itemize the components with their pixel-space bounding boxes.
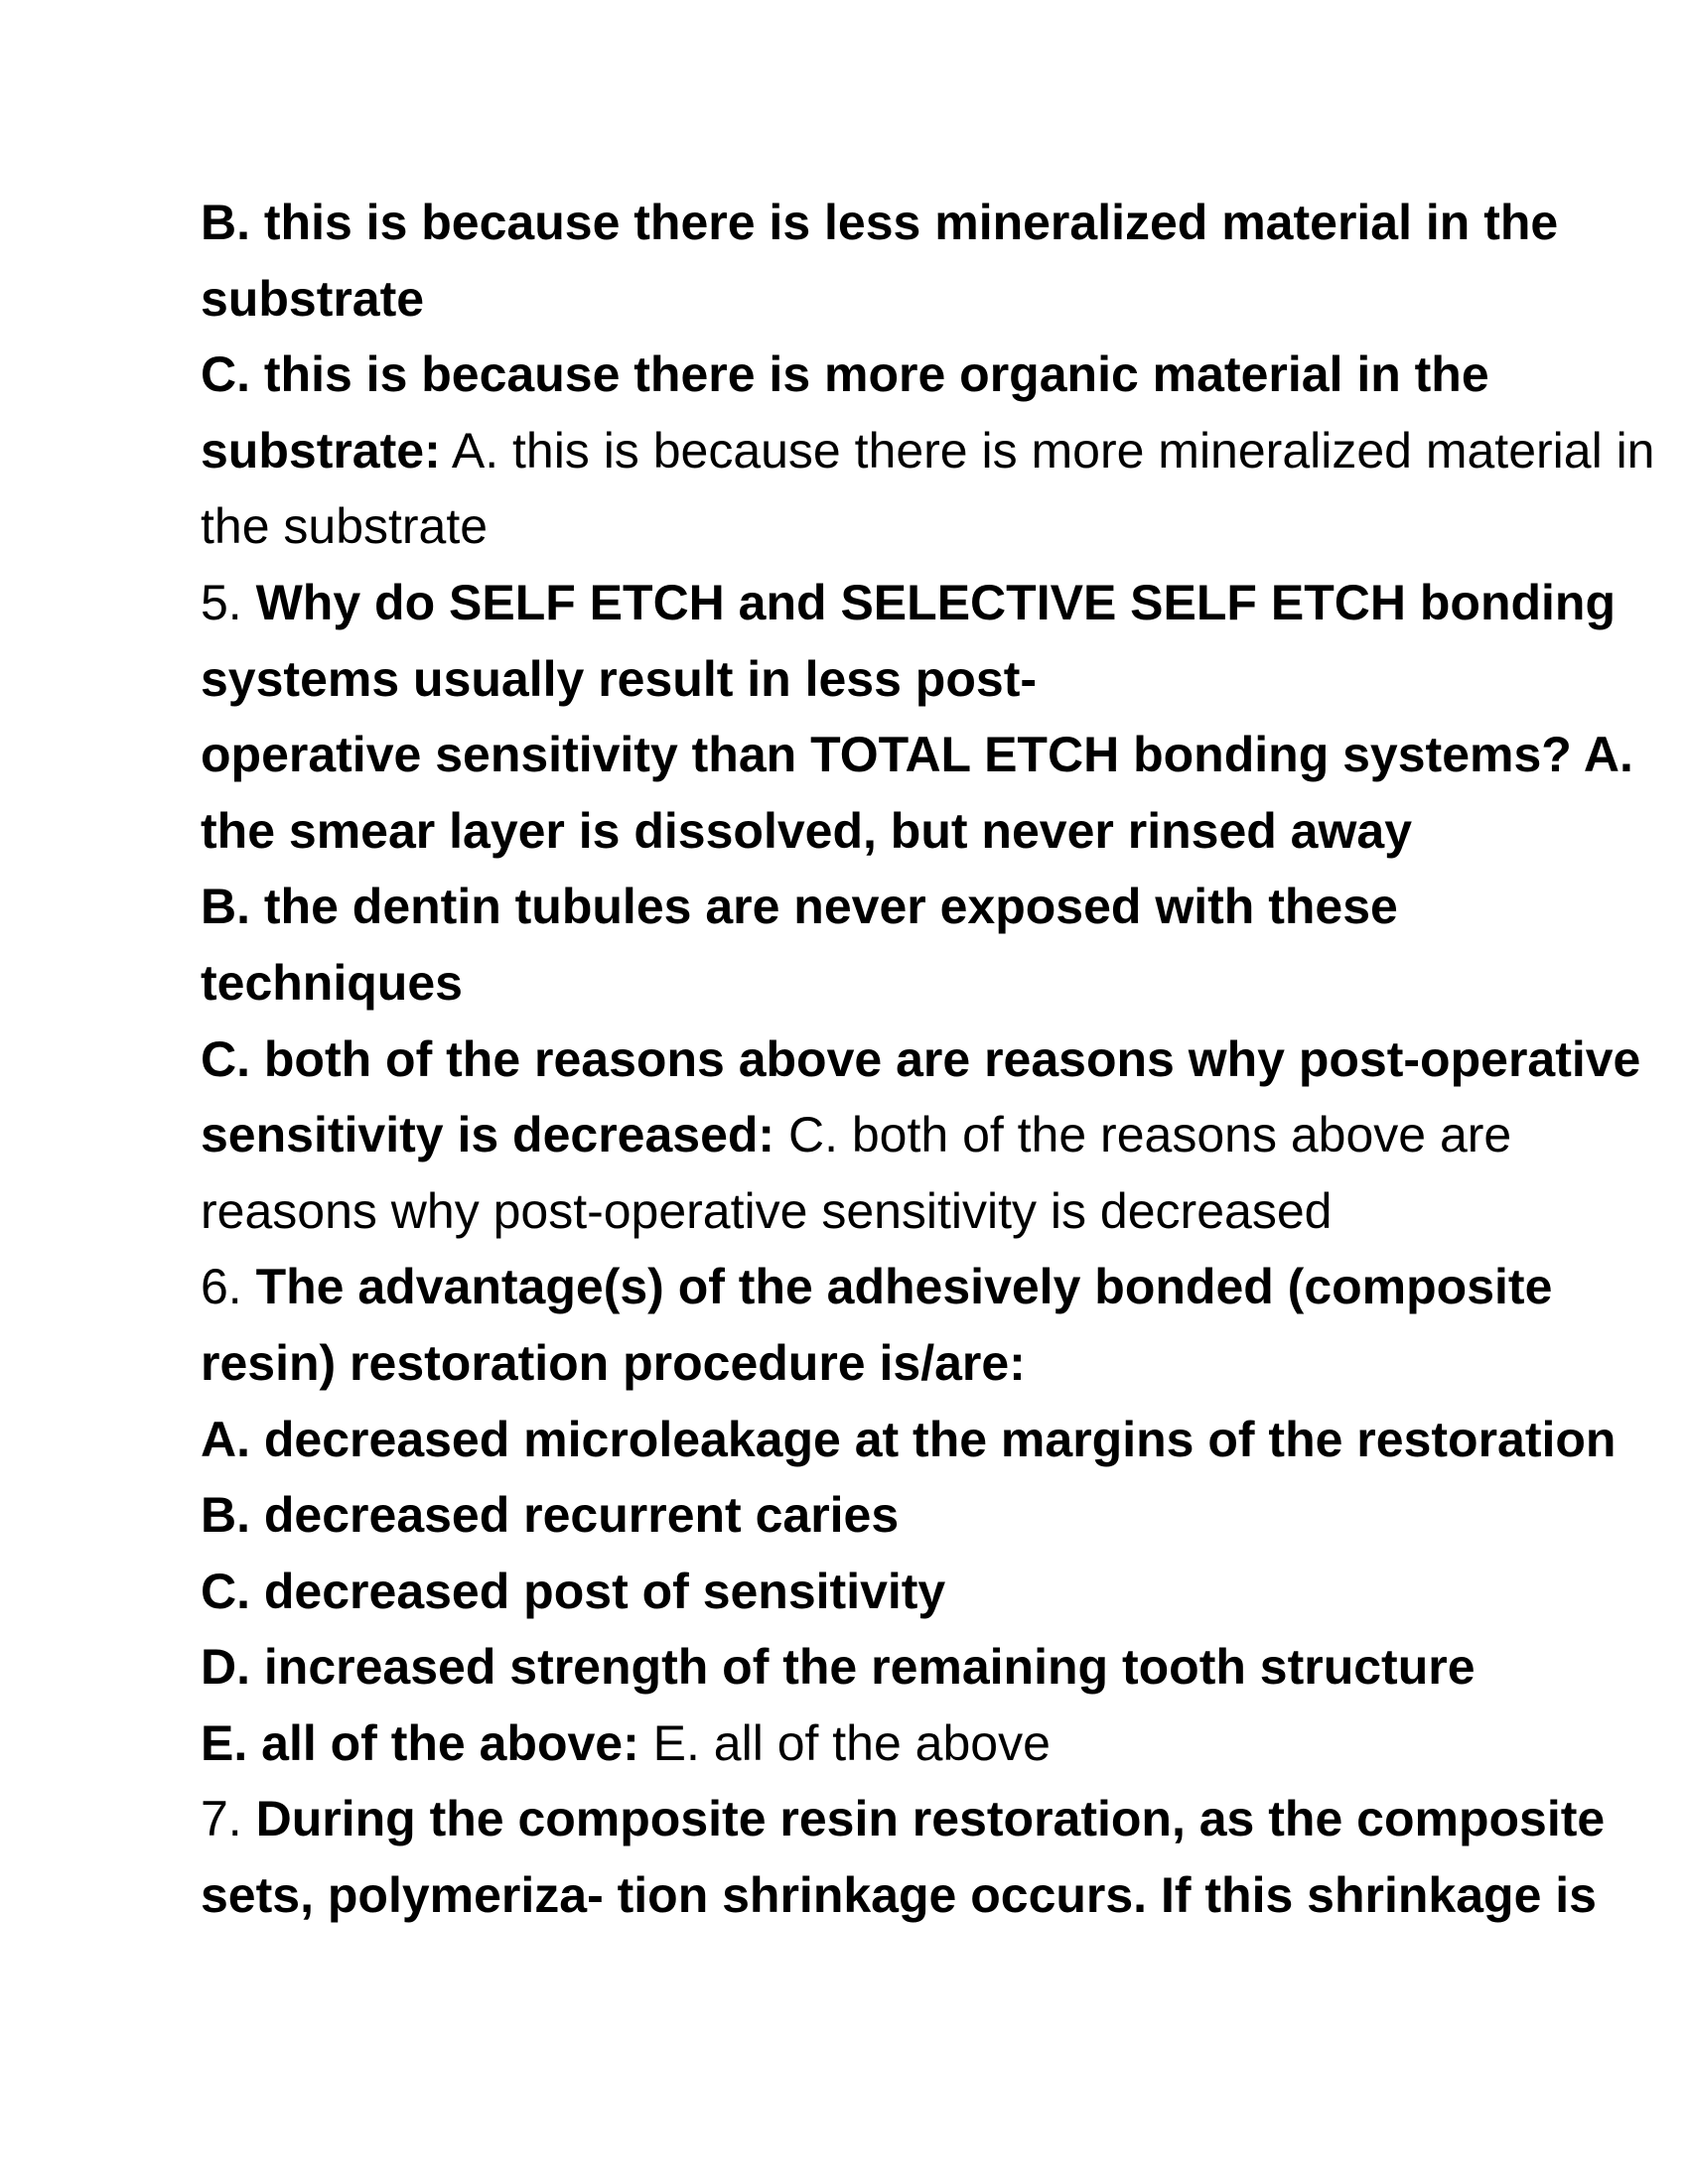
text-line xyxy=(201,1173,1611,1250)
text-line xyxy=(201,337,1611,413)
question-option-e: E. all of the above: xyxy=(201,1714,639,1771)
text-line xyxy=(201,413,1655,489)
text-line xyxy=(201,1629,1611,1706)
question-option-b-cont: techniques xyxy=(201,954,463,1011)
text-line xyxy=(201,1249,1611,1325)
text-line xyxy=(201,717,1633,793)
answer-text-cont: reasons why post-operative sensitivity is decreased xyxy=(201,1182,1333,1239)
question-option-c-cont: substrate: xyxy=(201,422,441,478)
question-number: 6. xyxy=(201,1259,256,1315)
answer-text-cont: the substrate xyxy=(201,498,489,555)
text-line xyxy=(201,945,1611,1022)
text-line xyxy=(201,1097,1611,1173)
question-option-c: C. both of the reasons above are reasons why post-operative xyxy=(201,1030,1641,1087)
question-stem-cont: operative sensitivity than TOTAL ETCH bonding systems? A. xyxy=(201,727,1633,783)
question-number: 7. xyxy=(201,1791,256,1847)
text-line xyxy=(201,1706,1611,1782)
question-option-b: B. this is because there is less mineralized material in the xyxy=(201,195,1559,250)
question-option-a: A. decreased microleakage at the margins of the restoration xyxy=(201,1411,1617,1467)
answer-text: E. all of the above xyxy=(638,1714,1051,1771)
text-line xyxy=(201,793,1611,870)
question-number: 5. xyxy=(201,574,256,630)
question-stem-cont: resin) restoration procedure is/are: xyxy=(201,1334,1026,1391)
question-stem: During the composite resin restoration, as the composite xyxy=(255,1791,1606,1847)
question-option-a: the smear layer is dissolved, but never rinsed away xyxy=(201,802,1412,859)
text-line xyxy=(201,1477,1611,1554)
text-line xyxy=(201,1325,1611,1402)
text-line xyxy=(201,1781,1611,1857)
question-option-c: C. this is because there is more organic material in the xyxy=(201,346,1489,403)
question-stem: Why do SELF ETCH and SELECTIVE SELF ETCH bonding xyxy=(255,574,1617,630)
question-option-d: D. increased strength of the remaining tooth structure xyxy=(201,1639,1476,1696)
question-option-c: C. decreased post of sensitivity xyxy=(201,1563,946,1619)
text-line xyxy=(201,1402,1617,1478)
answer-text: A. this is because there is more mineralized material in xyxy=(440,422,1655,478)
text-line xyxy=(201,1554,1611,1630)
text-line xyxy=(201,488,1611,565)
text-line xyxy=(201,869,1611,945)
text-line xyxy=(201,641,1611,718)
text-line xyxy=(201,185,1611,261)
question-option-b: B. the dentin tubules are never exposed with these xyxy=(201,879,1398,935)
answer-text: C. both of the reasons above are xyxy=(774,1107,1512,1163)
question-option-b-cont: substrate xyxy=(201,270,425,327)
question-option-b: B. decreased recurrent caries xyxy=(201,1487,900,1544)
question-stem-cont: sets, polymeriza- tion shrinkage occurs. If this shrinkage is xyxy=(201,1867,1597,1924)
question-option-c-cont: sensitivity is decreased: xyxy=(201,1107,775,1163)
text-line xyxy=(201,1857,1611,1934)
question-stem-cont: systems usually result in less post- xyxy=(201,650,1037,707)
text-line xyxy=(201,261,1611,338)
text-line xyxy=(201,1022,1641,1098)
question-stem: The advantage(s) of the adhesively bonded (composite xyxy=(255,1259,1553,1315)
text-line xyxy=(201,565,1617,641)
document-page xyxy=(201,185,1655,1934)
